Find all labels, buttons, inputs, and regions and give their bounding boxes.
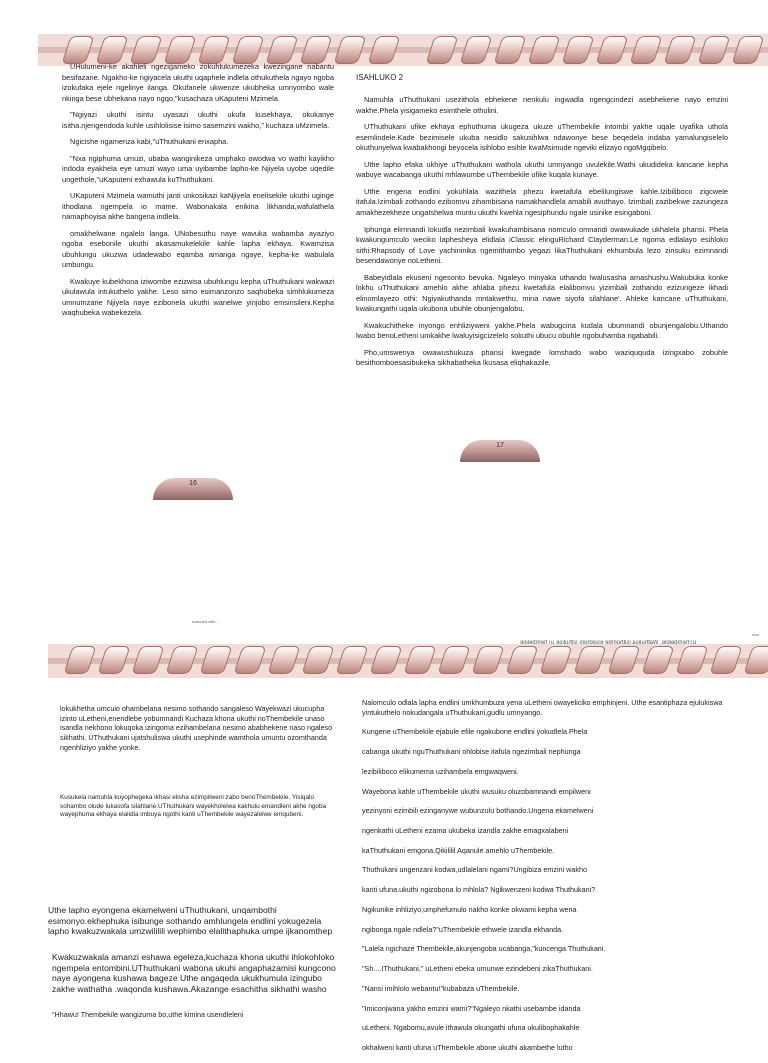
paragraph: Kwakuchitheke inyongo enhliziyweni yakhe.Phela wabugcina kudala ubumnandi obunjengalobu.Uthando lwabo benoLetheni umkakhe lwaluyisigcizelelo sokuthi ubucu obuhle ngobuhamba ngababili. — [356, 320, 728, 341]
line: yezinyoni ezimbili ezinganywe wubunzulu bothando.Ungena ekamelweni — [362, 806, 594, 816]
paragraph: Uthe engena endlini yokuhlala wazithela phezu kwetafula ebelilungiswe kahle.Izibiliboco zigcwele itafula.Izimbali zothando ezibomvu zihambisana namakhandlela amabili avuthayo. Izimbali zazibekwe zazungeza amakhezekheze ungatshelwa muntu ukuthi kwehla ngesiphundu ngale usinike esingaboni. — [356, 186, 728, 217]
paragraph: lokukhetha umcuio ohambelana nesimo sothando sangaleso Wayekwazi ukucupha izinto uLetheni,enendlebe yobumnandi Kuchaza khona ukuthi noThembekile unaso isandla nekhono lokuqoka izingoma ezihambelana nesimo ababhekene naso ngaleso sikhathi. UThuthukani ujatshuliswa ukuthi usephinde wamthola umuntu ozomthanda ngenhliziyo yakhe yonke. — [60, 704, 333, 752]
chapter-heading: ISAHLUKO 2 — [356, 73, 404, 82]
line: Thuthukani ungenzani kodwa,udlalelani ngami?Ungibiza emzini wakho — [362, 865, 587, 875]
line: okhalweni kanti ufuna uThembekile abone ukuthi akambethe lutho — [362, 1042, 573, 1052]
paragraph: "Ngiyazi ukuthi isintu uyasazi ukuthi ukufa kusekhaya, okukanye isitha.njengendoda kuhle usihlolisise isimo sasemzini wakho," kuchaza uMzimela. — [62, 110, 334, 130]
line: cabanga ukuthi nguThuthukani ohlobise itafula ngezimbali nephunga — [362, 747, 581, 757]
paragraph: Uthe lapho efaka ukhiye uThuthukani wathola ukuthi umnyango uvulekile.Wathi ukudideka kancane kepha wabuye wacabanga ukuthi mhlawumbe uThembekile ufike kuqala kunaye. — [356, 159, 728, 180]
line: Nalomculo odlala lapha endlini umkhumbuza yena uLetheni owayeliciko emphinjeni. Uthe esantiphaza ejulukiswa yintukuthelo nokudangala uThuthukani,gudlu umnyango. — [362, 698, 723, 717]
lower-right-text — [362, 698, 762, 1063]
paragraph: Pho,umswenya owawushukuza phansi kwegade lomshado wabo waziququda izingxabo zobuhle besithomboesasibukeka sikhabatheka lkusasa eliqhakazile. — [356, 347, 728, 368]
line: lezibiliboco elikumema uzihambela emgwaqweni. — [362, 766, 519, 776]
line: "Nansi imihlolo webantu!"kubabaza uThembekile. — [362, 983, 520, 993]
spiral-binding-bottom — [48, 644, 768, 678]
paragraph: UKaputeni Mzimela wamuthi janti unkosikazi kaNjiyela enelisekile ukuthi uginge ithodlana ngempela io mame. Wabonakala enikina likhanda,wafulathela namaphoyisa akhe bangena indlela. — [62, 191, 334, 222]
paragraph: Kwakuzwakala amanzi eshawa egeleza,kuchaza khona ukuthi ihlokohloko ngempela entombini.UThuthukani wabona ukuhi angaphazamisi kungcono naye ayongena kushawa bageze Uthe angaqeda ukukhumula izingubo zakhe wathatha .waqonda kushawa.Akazange esachitha sikhathi washo — [52, 952, 336, 995]
line: kaThuthukani emgona.Qikililil Aqanule amehlo uThembekile. — [362, 845, 555, 855]
lower-left-text — [60, 704, 336, 757]
left-page-text — [62, 62, 334, 325]
line: uLetheni. Ngabomu,avule ithawula okungathi ufuna ukulibophakahle — [362, 1023, 580, 1033]
line: ngibonga ngale ndlela?"uThembekile ethwele izandla ekhanda. — [362, 924, 564, 934]
paragraph: Iphunga elimnandi lokudla nezimbali kwakuhambisana nomculo omnandi owawukade ukhalela phansi. Phela kwakungumculo weciko laphesheya elidlala iClassic elinguRichard Clayderman.Le ngoma edlalayo esihloko sithi:Rhapsody of Love yachininika ngemithambo yegazi likaThuthukani ekhumbula lezo zinsuku ezimnandi besendawonye noLetheni. — [356, 224, 728, 266]
mirrored-header: uThembekile. Wathulisa isithombe esokhoni sithulise uThembekile — [520, 640, 697, 646]
line: "Lalela ngichaze Thembekile,akunjengoba ucabanga,"kuncenga Thuthukani. — [362, 944, 606, 954]
lower-left-text-4 — [52, 952, 338, 999]
line: "Sh....IThuthukani," uLetheni ebeka umunwe ezindebeni zikaThuthukani. — [362, 964, 593, 974]
paragraph: "Nxa ngiphuma umuzi, ubaba wanginikeza umphako owodwa vo wathi kayikho indoda eyakhela eye umuzi wayo uma uyibambe lapho-ke Njiyela uyobe uqedile ungethole,"uKaputeni exhawula kuThuthukani. — [62, 153, 334, 184]
paragraph: UThuthukani ufike ekhaya ephuthuma ukugeza ukuze uThembekile intombi yakhe uqale uyafika uthola esemlindele.Kade bezimisele ukuba nesidlo sakusihlwa ndawonye bese beqedela indaba yamalungiselelo okuthunyelwa kwabakhongi beyocela isihlobo esihle kwaMsimude ngeviki elizayo ngoMgqibelo. — [356, 122, 728, 153]
line: "Imiconjwana yakho emzini wami?"Ngaleyo nkathi usebambe idanda — [362, 1003, 581, 1013]
small-mark: ααα — [752, 632, 759, 637]
paragraph: Kwakuye kubekhona iziwombe ezizwisa ubuhlungu kepha uThuthukani wakwazi ukulawula intukuthelo yakhe. Leso simo esimanzonzo saqhubeka simhlukumeza umnumzane Njiyela naye ezibonela ukuthi wanelwe yinjobo emsinsileni.Kepha waqhubeka wabekezela. — [62, 276, 334, 318]
line: kanti ufuna.ukuthi ngizobona lo mhlola? Ngikwenzeni kodwa Thuthukani? — [362, 885, 596, 895]
paragraph: Babeyidlala ekuseni ngesonto bevuka. Ngaleyo minyaka uthando lwalusasha amashushu.Wakubuka konke lokhu uThuthukani amehlo akhe ahlaba phezu kwetafula elalibomvu yizimbali zothando ezizungeze ikhadi elinomlayezo othi: Ngiyakuthanda mntakwethu, mina nawe siyofa silahlane'. Ahleke kancane uThuthukani, kwakungathi uqala ukubona ubuhle obunjengalobu. — [356, 272, 728, 314]
paragraph: "Hhawu! Thembekile wangizuma bo,uthe kimina usendleleni — [52, 1010, 244, 1019]
paragraph: Uthe lapho eyongena ekamelweni uThuthukani, unqambothi esimonyo.ekhephuka isibunge sothando amhlungela endlini yokugezela lapho kwakuzwakala umzwililili wephimbo elalithaphuka umpe ijkanomthep — [48, 905, 333, 937]
line: ngenkathi uLetheni ezama ukubeka izandla zakhe emagxalabeni — [362, 826, 569, 836]
paragraph: UHulumeni-ke akahleli ngezigameko zokuhlukumezeka kwezingane nabantu besifazane. Ngakho-ke ngiyacela ukuthi uqaphele indlela othukuthela ngayo ngoba izokufaka ejele ngelinye ilanga. Okufanele ukwenze ukubheka umnyombo wale nkinga bese ubhekana nayo ngqo,"kusachaza uKaputeni Mzimela. — [62, 62, 334, 103]
right-page-text — [356, 72, 728, 375]
paragraph: Ngicishe ngamenza kabi,"uThuthukani enxapha. — [70, 137, 229, 147]
lower-left-text-2 — [60, 794, 336, 824]
line: Ngikunike inhliziyo,umphefumulo nakho konke okwami kepha wena — [362, 904, 577, 914]
paragraph: Kusukela namuhla kuyophegeka ikhasi elisha ezimpilweni zabo benoThembekile. Yisiqalo sohambo olude lukasofa silahlane.UThuthukani wayekholelwa kakhulu emandleni akhe ngoba wayephuma ekhaya elalidla imbuya ngothi kanti uThembekile wayezalelwe emqubeni. — [60, 794, 327, 819]
lower-left-text-3 — [48, 905, 340, 941]
paragraph: Namuhla uThuthukani usezithola ebhekene nenkulu ingwadla ngengcindezi asebhekene nayo emzini wakhe.Phela yisigameko esimthele othulini. — [356, 95, 728, 115]
page-number-16: 16 — [153, 478, 233, 500]
lower-left-text-5 — [52, 1010, 338, 1024]
scanner-watermark: scanned with... — [192, 619, 219, 624]
line: Wayebona kahle uThembekile ukuthi wusuku oluzobamnandi empilweni — [362, 786, 591, 796]
paragraph: omakhelwane ngalelo langa. UNobesuthu naye wavuka wabamba ayaziyo ngoba esebonile ukuthi akasamukelekile kahle lapha ekhaya. Kwamzisa ubuhlungu ukuzwa udadewabo eqamba amanga ngaye, kepha-ke wabulala umbungu. — [62, 228, 334, 270]
page-number-17: 17 — [460, 440, 540, 462]
line: Kungene uThembekile ejabule efile ngakubone endlini yokudlela.Phela — [362, 727, 588, 737]
